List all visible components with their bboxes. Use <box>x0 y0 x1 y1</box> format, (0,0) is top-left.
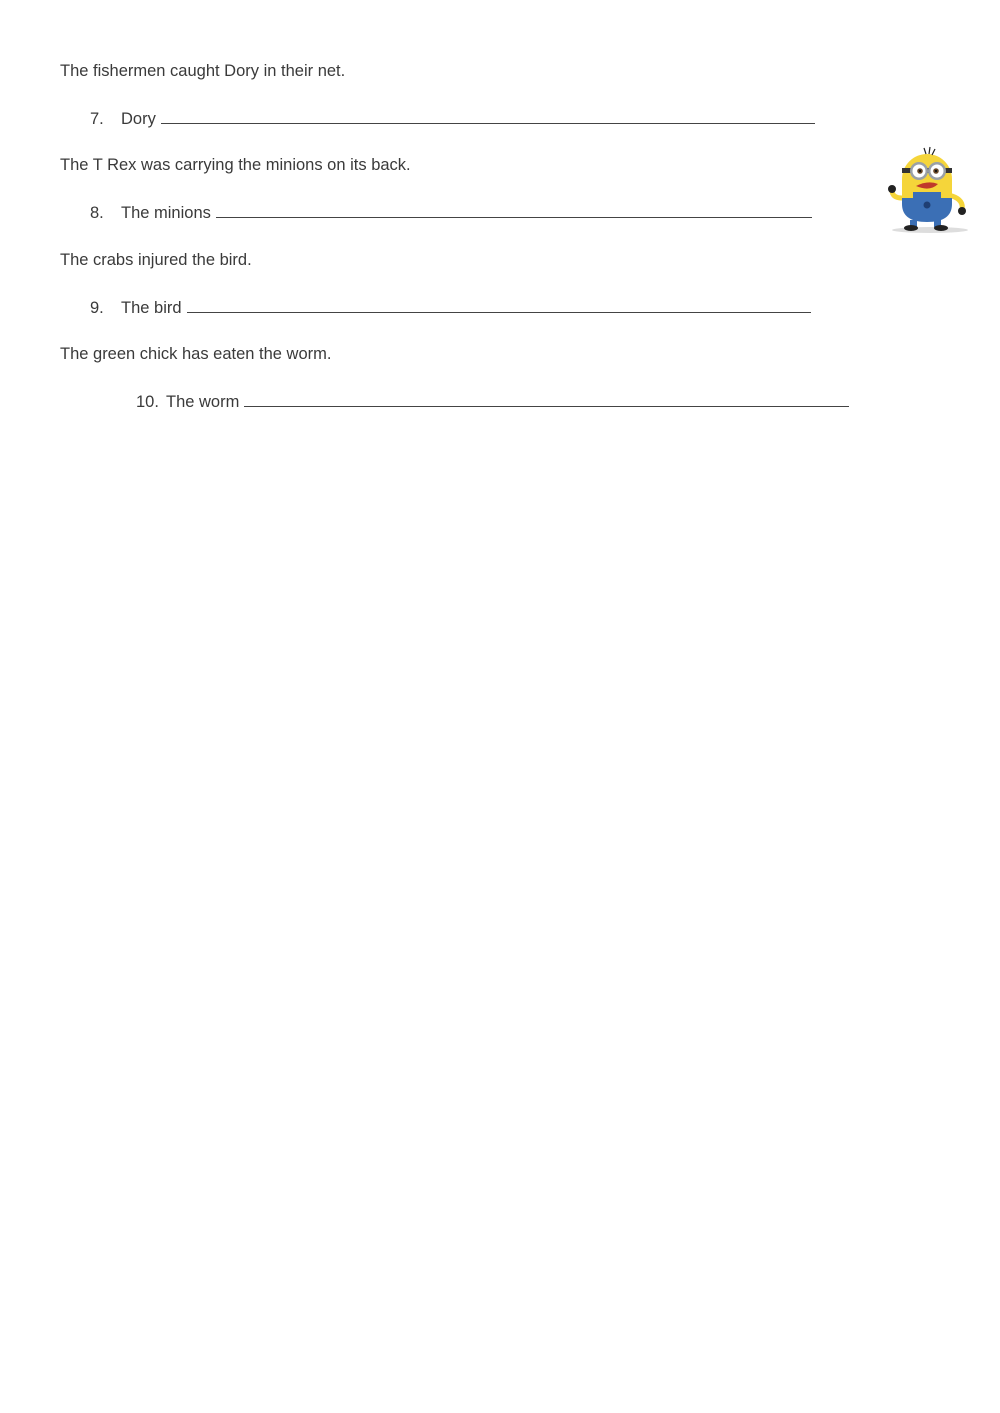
sentence-9: The crabs injured the bird. <box>60 251 252 269</box>
sentence-start: Dory <box>121 110 156 128</box>
minion-icon <box>886 146 972 234</box>
answer-item-7[interactable] <box>90 110 815 129</box>
sentence-start: The minions <box>121 204 211 222</box>
sentence-10: The green chick has eaten the worm. <box>60 345 332 363</box>
answer-line[interactable] <box>187 300 811 313</box>
sentence-start: The bird <box>121 299 182 317</box>
answer-line[interactable] <box>161 111 815 124</box>
item-number: 8. <box>90 204 104 222</box>
answer-item-9[interactable] <box>90 299 811 318</box>
item-number: 10. <box>136 393 159 411</box>
answer-line[interactable] <box>244 394 849 407</box>
item-number: 7. <box>90 110 104 128</box>
sentence-8: The T Rex was carrying the minions on its back. <box>60 156 411 174</box>
answer-item-8[interactable] <box>90 204 812 223</box>
answer-line[interactable] <box>216 205 812 218</box>
item-number: 9. <box>90 299 104 317</box>
sentence-start: The worm <box>166 393 240 411</box>
sentence-7: The fishermen caught Dory in their net. <box>60 62 346 80</box>
answer-item-10[interactable] <box>136 393 849 412</box>
